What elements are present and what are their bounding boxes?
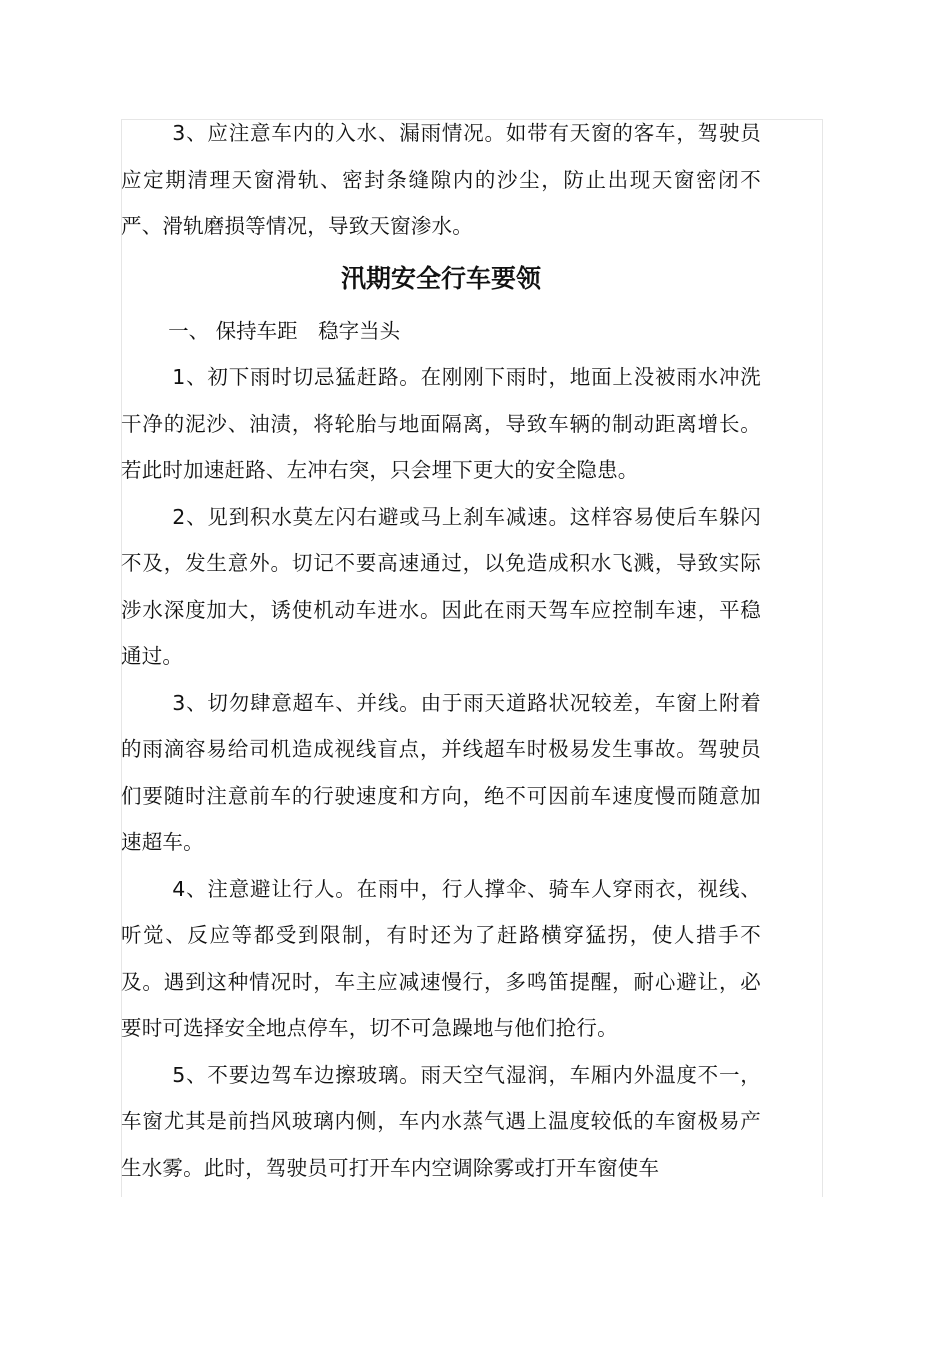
paragraph-4: 4、注意避让行人。在雨中，行人撑伞、骑车人穿雨衣，视线、听觉、反应等都受到限制，有时还为了赶路横穿猛拐，使人措手不及。遇到这种情况时，车主应减速慢行，多鸣笛提醒，耐心避让，必要时可选择安全地点停车，切不可急躁地与他们抢行。	[121, 876, 761, 1040]
paragraph-3: 3、切勿肆意超车、并线。由于雨天道路状况较差，车窗上附着的雨滴容易给司机造成视线盲点，并线超车时极易发生事故。驾驶员们要随时注意前车的行驶速度和方向，绝不可因前车速度慢而随意加速超车。	[121, 690, 761, 854]
intro-paragraph: 3、应注意车内的入水、漏雨情况。如带有天窗的客车，驾驶员应定期清理天窗滑轨、密封条缝隙内的沙尘，防止出现天窗密闭不严、滑轨磨损等情况，导致天窗渗水。	[121, 121, 761, 238]
document-body	[121, 110, 761, 1191]
document-title: 汛期安全行车要领	[340, 263, 541, 293]
paragraph-1: 1、初下雨时切忌猛赶路。在刚刚下雨时，地面上没被雨水冲洗干净的泥沙、油渍，将轮胎与地面隔离，导致车辆的制动距离增长。若此时加速赶路、左冲右突，只会埋下更大的安全隐患。	[121, 365, 761, 482]
section-heading: 一、 保持车距 稳字当头	[168, 318, 401, 343]
paragraph-5: 5、不要边驾车边擦玻璃。雨天空气湿润，车厢内外温度不一，车窗尤其是前挡风玻璃内侧，车内水蒸气遇上温度较低的车窗极易产生水雾。此时，驾驶员可打开车内空调除雾或打开车窗使车	[121, 1062, 761, 1180]
paragraph-2: 2、见到积水莫左闪右避或马上刹车减速。这样容易使后车躲闪不及，发生意外。切记不要高速通过，以免造成积水飞溅，导致实际涉水深度加大，诱使机动车进水。因此在雨天驾车应控制车速，平稳通过。	[121, 504, 761, 668]
